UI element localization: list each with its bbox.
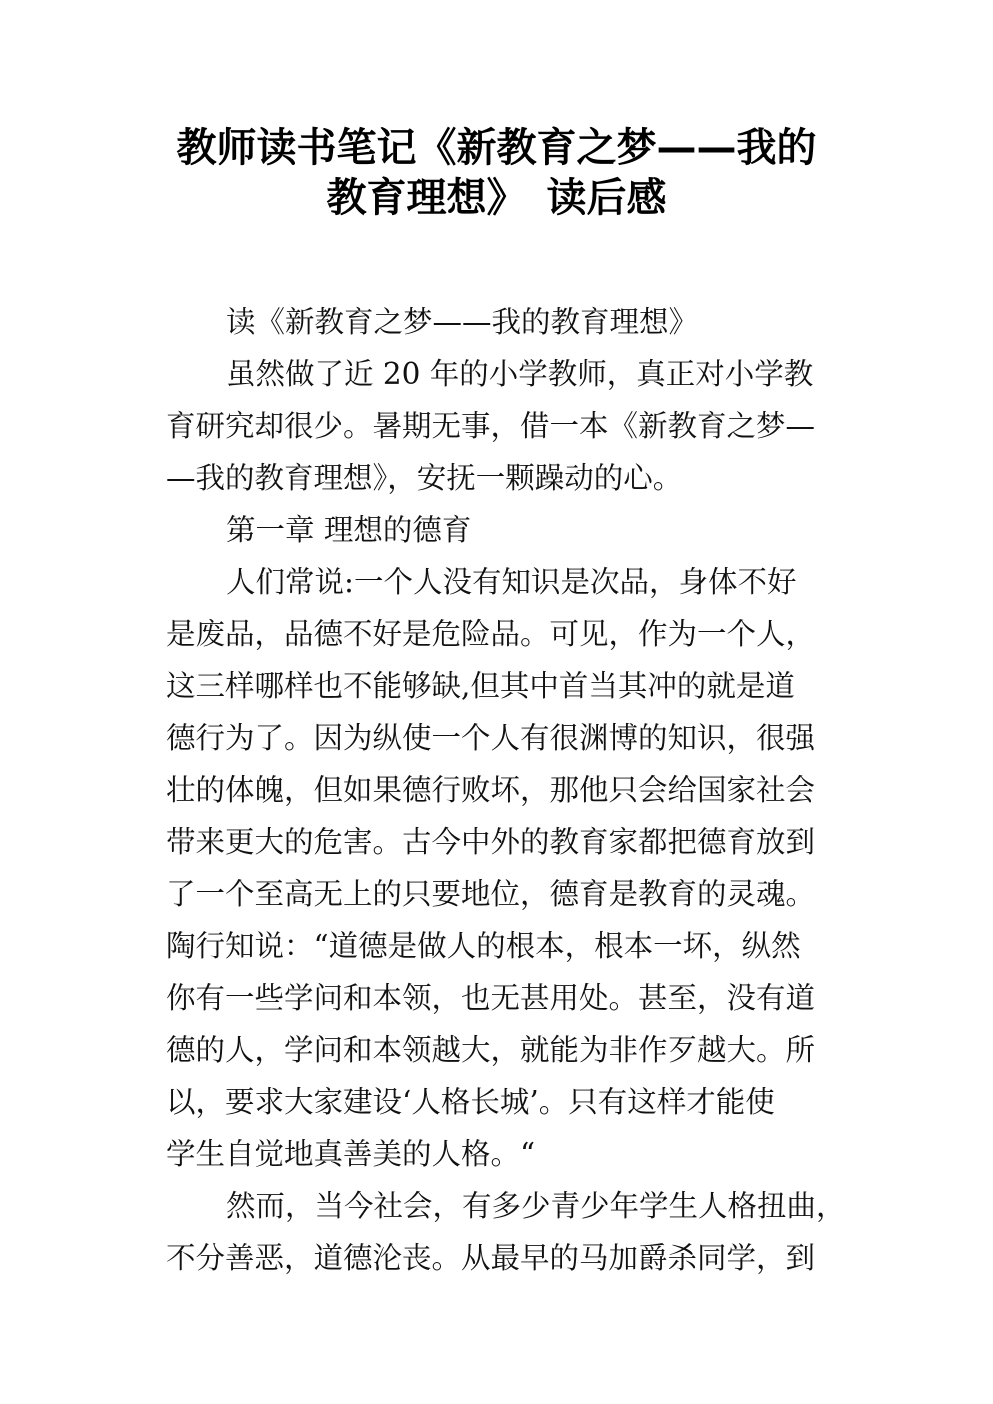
paragraph-line: 不分善恶，道德沦丧。从最早的马加爵杀同学，到 [166,1241,816,1275]
chapter-heading: 第一章 理想的德育 [226,513,472,547]
paragraph-line: 了一个至高无上的只要地位，德育是教育的灵魂。 [166,877,816,911]
document-title-line-1: 教师读书笔记《新教育之梦——我的 [176,125,817,171]
paragraph-line: 带来更大的危害。古今中外的教育家都把德育放到 [166,825,816,859]
paragraph-line: 人们常说:一个人没有知识是次品，身体不好 [226,565,797,599]
paragraph-line: 虽然做了近 20 年的小学教师，真正对小学教 [226,357,814,391]
paragraph-line: 然而，当今社会，有多少青少年学生人格扭曲， [226,1189,846,1223]
paragraph-line: 育研究却很少。暑期无事，借一本《新教育之梦— [166,409,816,443]
paragraph-line: 学生自觉地真善美的人格。“ [166,1137,536,1171]
paragraph-line: 陶行知说：“道德是做人的根本，根本一坏，纵然 [166,929,801,963]
document-title-line-2: 教育理想》 读后感 [326,175,667,221]
paragraph-line: 是废品，品德不好是危险品。可见，作为一个人， [166,617,816,651]
paragraph-line: 德行为了。因为纵使一个人有很渊博的知识，很强 [166,721,816,755]
paragraph-line: 你有一些学问和本领，也无甚用处。甚至，没有道 [166,981,816,1015]
paragraph-line: 德的人，学问和本领越大，就能为非作歹越大。所 [166,1033,816,1067]
book-heading: 读《新教育之梦——我的教育理想》 [226,305,699,339]
paragraph-line: —我的教育理想》，安抚一颗躁动的心。 [166,461,683,495]
paragraph-line: 这三样哪样也不能够缺,但其中首当其冲的就是道 [166,669,795,703]
paragraph-line: 以，要求大家建设‘人格长城’。只有这样才能使 [166,1085,775,1119]
paragraph-line: 壮的体魄，但如果德行败坏，那他只会给国家社会 [166,773,816,807]
